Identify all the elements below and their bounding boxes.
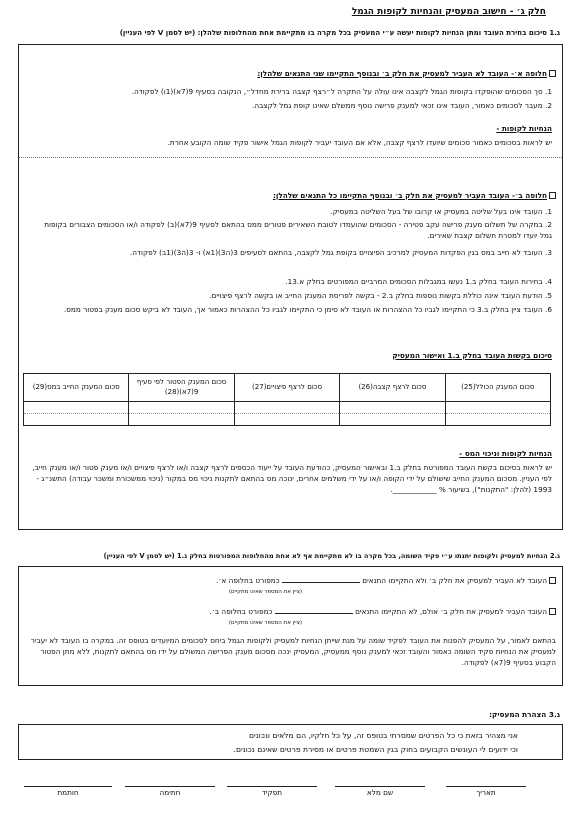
stamp-line[interactable] [24,786,112,787]
cell-severance-continuity[interactable] [234,402,339,426]
header-pension-continuity: סכום לרצף קצבה(26) [340,374,445,402]
option-b-item-2: 2. במקרה של תשלום מענק פרישה עקב פטירה - הסכומים שהועמדו לטובת השאירים פטורים ממס בהתאם לסעיף 9(7א)(ב) לפקודה ו/או הסכומים הצבורים בקופות גמל יועדו למטרת תשלום קצבת שאירים. [44,220,552,240]
declaration-line-2: וכי ידועים לי העונשים הקבועים בחוק בגין השמטת פרטים או מסירת פרטים שאינם נכונים. [233,745,518,754]
section-2-note-1: (ציין את המספר שאינו מתקיים) [228,589,302,595]
section-1-heading: ג.1 סיכום בחירת העובד ומתן הנחיות לקופות יעשה ע״י המעסיק בכל מקרה בו מתקיימת אחת מהחלופות שלהלן: (יש לסמן V לפי העניין) [119,29,560,37]
declaration-line-1: אני מצהיר בזאת כי כל הפרטים שמסרתי בטופס זה, על כל חלקיו, הם מלאים ונכונים [248,731,518,740]
option-b-item-6: 6. העובד ציין בחלק ב.3 כי התקיימו לגביו כל ההצהרות או העובד לא סימן כי התקיימו לגביו כל ההצהרות כאמור אך, העובד לא ביקש סכום מענק בפטור ממס. [63,305,552,314]
option-b-instructions-title: הנחיות לקופות וניכוי המס - [459,449,552,458]
cell-total-grant[interactable] [445,402,550,426]
date-line[interactable] [446,786,526,787]
section-2-paragraph: בהתאם לאמור, על המעסיק להפנות את העובד לפקיד שומה על מנת שייתן הנחיות למעסיק ולקופות הגמל ביחס לסכומים המיועדים בטופס זה. במקרה בו העובד לא יעביר למעסיק את הנחיות פקיד השומה כאמור והעובד זכאי למענק נוסף ממעסיק, המעסיק ינכה מסכום מענק הפרישה המשולם על ידו מס בהתאם לתקנות, ללא מתן הפטור הקבוע בסעיף 9(7א) לפקודה. [30,636,556,667]
cell-taxable-grant[interactable] [24,402,129,426]
section-3-box [18,724,563,760]
role-line[interactable] [227,786,317,787]
date-label: תאריך [476,788,496,797]
section-3-heading: ג.3 הצהרת המעסיק: [489,710,560,719]
section-2-checkbox-2[interactable] [549,608,556,615]
summary-title: סיכום בקשות העובד בחלק ב.1 ואישור המעסיק [392,351,552,360]
role-label: תפקיד [261,788,283,797]
cell-exempt-grant[interactable] [129,402,234,426]
full-name-line[interactable] [335,786,425,787]
stamp-label: חותמת [57,788,79,797]
option-a-instructions: יש לראות בסכומים כאמור סכומים שיועדו לרצף קצבה, אלא אם העובד יעביר לקופות הגמל אישור פקיד שומה הקובע אחרת. [167,138,552,147]
option-a-item-2: 2. מעבר לסכומים כאמור, העובד אינו זכאי למענק פרישה נוסף ממשלם שאינו קופת גמל לקצבה. [252,101,552,110]
signature-label: חתימה [159,788,181,797]
page-title: חלק ג׳ - חישוב המעסיק והנחיות לקופות הגמל [351,7,546,17]
option-b-title: חלופה ב׳- העובד העביר למעסיק את חלק ב׳ ובנוסף התקיימו כל התנאים שלהלן: [273,191,556,202]
section-2-field-2[interactable] [275,613,353,614]
summary-table [23,373,551,425]
option-b-checkbox[interactable] [549,192,556,199]
header-total-grant: סכום המענק הכולל(25) [445,374,550,402]
section-2-heading: ג.2 הנחיות למעסיק ולקופות יתנתו ע״י פקיד השומה, בכל מקרה בו לא מתקיימת אף לא אחת מהחלופות המפורטות בחלק ג.1 (יש לסמן V לפי העניין) [103,552,560,560]
cell-pension-continuity[interactable] [340,402,445,426]
option-b-item-4: 4. בחירות העובד בחלק ב.1 נעשו במגבלות הסכומים המרביים המפורטים בחלק א.13. [285,277,552,286]
signature-line[interactable] [125,786,215,787]
header-severance-continuity: סכום לרצף פיצויים(27) [234,374,339,402]
section-2-box [18,566,563,686]
header-exempt-grant: סכום המענק הפטור לפי סעיף 9(7א)(28) [129,374,234,402]
option-a-item-1: 1. סך הסכומים שהופקדו בקופות הגמל לקצבה אינו עולה על התקרה ל״רצף קצבה ברירת מחדל״, הנקובה בסעיף 9(7א)(1ו) לפקודה. [131,87,552,96]
section-2-checkbox-1[interactable] [549,577,556,584]
option-a-instructions-title: הנחיות לקופות - [496,124,552,133]
section-2-line-1: העובד לא העביר למעסיק את חלק ב׳ ולא התקיימו התנאים כמפורט בחלופה א׳. [216,576,556,587]
option-b-instructions: יש לראות בסיכום בקשת העובד המפורטת בחלק ב.1 ובאישור המעסיק, כהודעת העובד על ייעוד הכספים לרצף קצבה ו/או לרצף פיצויים ו/או מענק פטור ו/או מענק חייב, לפי העניין. מסכום המענק החייב שישולם על ידי הקופה ו/או על ידי משלמים אחרים, ינוכה מס בהתאם לתקנות ניכוי מס במקור (ניכוי ממשכורת ומשכר עבודה) התשנ״ג - 1993 (להלן: "התקנות"), בשיעור % ____________. [32,463,552,494]
section-2-note-2: (ציין את המספר שאינו מתקיים) [228,620,302,626]
divider [19,157,562,158]
section-2-line-2: העובד העביר למעסיק את חלק ב׳ אולם, לא התקיימו התנאים כמפורט בחלופה ב׳. [210,607,556,618]
section-2-field-1[interactable] [282,582,360,583]
option-b-item-1: 1. העובד אינו בעל שליטה במעסיק או קרובו של בעל השליטה במעסיק. [330,207,552,216]
option-a-checkbox[interactable] [549,70,556,77]
option-b-item-5: 5. הודעת העובד אינה כוללת בקשות נוספות בחלק ב.2 - בקשה לפריסת המענק החייב או בקשה לרצף פיצויים. [209,291,552,300]
option-b-item-3: 3. העובד לא חייב במס בגין הפקדות המעסיק למרכיב הפיצויים בקופת גמל לקצבה, בהתאם לסעיפים 3(ה3)(1א) ו- 3(ה3)(1ב) לפקודה. [129,248,552,257]
option-a-title: חלופה א׳- העובד לא העביר למעסיק את חלק ב׳ ובנוסף התקיימו שני התנאים שלהלן: [257,69,556,80]
full-name-label: שם מלא [366,788,394,797]
header-taxable-grant: סכום המענק החייב במס(29) [24,374,129,402]
section-1-box [18,44,563,530]
